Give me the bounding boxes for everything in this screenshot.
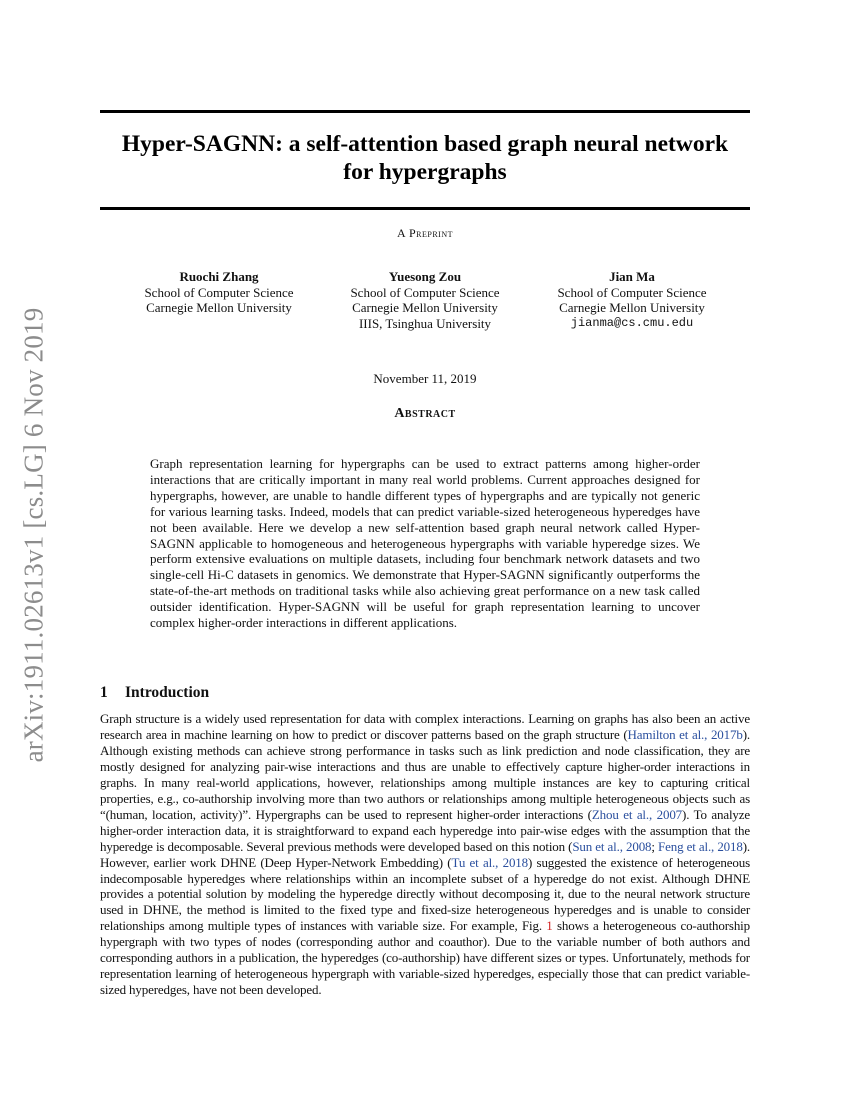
author-affiliation: Carnegie Mellon University (352, 300, 498, 315)
citation-link-feng[interactable]: Feng et al., 2018 (658, 838, 743, 854)
author-name: Yuesong Zou (388, 269, 462, 284)
section-title: Introduction (125, 684, 210, 701)
intro-text: Graph structure is a widely used representation for data with complex interactions. Learning on graphs has also been an active research area in machine learning on how to predict or discover patterns based on the graph structure ( (100, 711, 750, 742)
citation-link-zhou[interactable]: Zhou et al., 2007 (591, 806, 683, 822)
author-2 (320, 269, 530, 331)
introduction-paragraph (100, 711, 750, 998)
intro-text: ). Although existing methods can achieve strong performance in tasks such as link prediction and node classification, they are mostly designed for analyzing pair-wise interactions and thus are unable to effectively capture higher-order interactions in graphs. In many real-world applications, however, relationships among multiple instances are key to capturing critical properties, e.g., co-authorship involving more than two authors or relationships among multiple heterogeneous objects such as “(human, location, activity)”. Hypergraphs can be used to represent higher-order interactions ( (100, 726, 750, 822)
arxiv-identifier-text: arXiv:1911.02613v1 [cs.LG] 6 Nov 2019 (18, 307, 49, 763)
author-affiliation: Carnegie Mellon University (559, 300, 705, 315)
title-rule-top (100, 110, 750, 113)
paper-title-line-1: Hyper-SAGNN: a self-attention based graph neural network (121, 131, 729, 157)
author-3 (527, 269, 737, 331)
citation-link-hamilton[interactable]: Hamilton et al., 2017b (627, 726, 743, 742)
publication-date: November 11, 2019 (373, 371, 477, 386)
author-affiliation: School of Computer Science (557, 284, 707, 300)
citation-link-tu[interactable]: Tu et al., 2018 (451, 854, 529, 870)
abstract-text: Graph representation learning for hypergraphs can be used to extract patterns among higher-order interactions that are critically important in many real world problems. Current approaches designed for hypergraphs, however, are unable to handle different types of hypergraphs and are typically not generic for various learning tasks. Indeed, models that can predict variable-sized heterogeneous hyperedges have not been available. Here we develop a new self-attention based graph neural network called Hyper-SAGNN applicable to homogeneous and heterogeneous hypergraphs with variable hyperedge sizes. We perform extensive evaluations on multiple datasets, including four benchmark network datasets and two single-cell Hi-C datasets in genomics. We demonstrate that Hyper-SAGNN significantly outperforms the state-of-the-art methods on traditional tasks while also achieving great performance on a new task called outsider identification. Hyper-SAGNN will be useful for graph representation learning to uncover complex higher-order interactions in different applications. (150, 456, 700, 631)
title-rule-bottom (100, 207, 750, 210)
figure-reference-link[interactable]: 1 (546, 918, 553, 934)
intro-text: ; (651, 838, 659, 854)
intro-text: shows a heterogeneous co-authorship hypergraph with two types of nodes (corresponding author and coauthor). Due to the variable number of both authors and corresponding authors in a publication, the hyperedges (co-authorship) have different sizes or types. Unfortunately, methods for representation learning of heterogeneous hypergraph with variable-sized hyperedges, especially those that can predict variable-sized hyperedges, have not been developed. (100, 918, 750, 998)
author-affiliation: School of Computer Science (144, 284, 294, 300)
section-heading-introduction (100, 684, 209, 702)
author-affiliation: IIIS, Tsinghua University (358, 315, 492, 331)
author-name: Ruochi Zhang (179, 269, 259, 284)
abstract-heading: Abstract (394, 406, 456, 421)
intro-text: ) suggested the existence of heterogeneous indecomposable hyperedges where relationships within an incomplete subset of a hyperedge do not exist. Although DHNE provides a potential solution by modeling the hyperedge directly without decomposing it, due to the neural network structure used in DHNE, the method is limited to the fixed type and fixed-size heterogeneous hyperedges and is unable to consider relationships among multiple types of instances with variable size. For example, Fig. (100, 854, 751, 934)
preprint-label: A Preprint (396, 226, 453, 240)
citation-link-sun[interactable]: Sun et al., 2008 (572, 838, 652, 854)
paper-title-line-2: for hypergraphs (343, 159, 507, 185)
intro-text: ). To analyze higher-order interaction data, it is straightforward to expand each hyperedge into pair-wise edges with the assumption that the hyperedge is decomposable. Several previous methods were developed based on this notion ( (100, 806, 750, 854)
section-number: 1 (100, 684, 108, 701)
author-affiliation: School of Computer Science (350, 284, 500, 300)
author-1 (114, 269, 324, 316)
intro-text: ). However, earlier work DHNE (Deep Hyper-Network Embedding) ( (100, 838, 751, 870)
author-name: Jian Ma (609, 269, 655, 284)
arxiv-identifier-stamp (4, 295, 64, 775)
author-email-link[interactable]: jianma@cs.cmu.edu (570, 315, 694, 330)
paper-title (100, 130, 750, 186)
author-affiliation: Carnegie Mellon University (146, 300, 292, 315)
